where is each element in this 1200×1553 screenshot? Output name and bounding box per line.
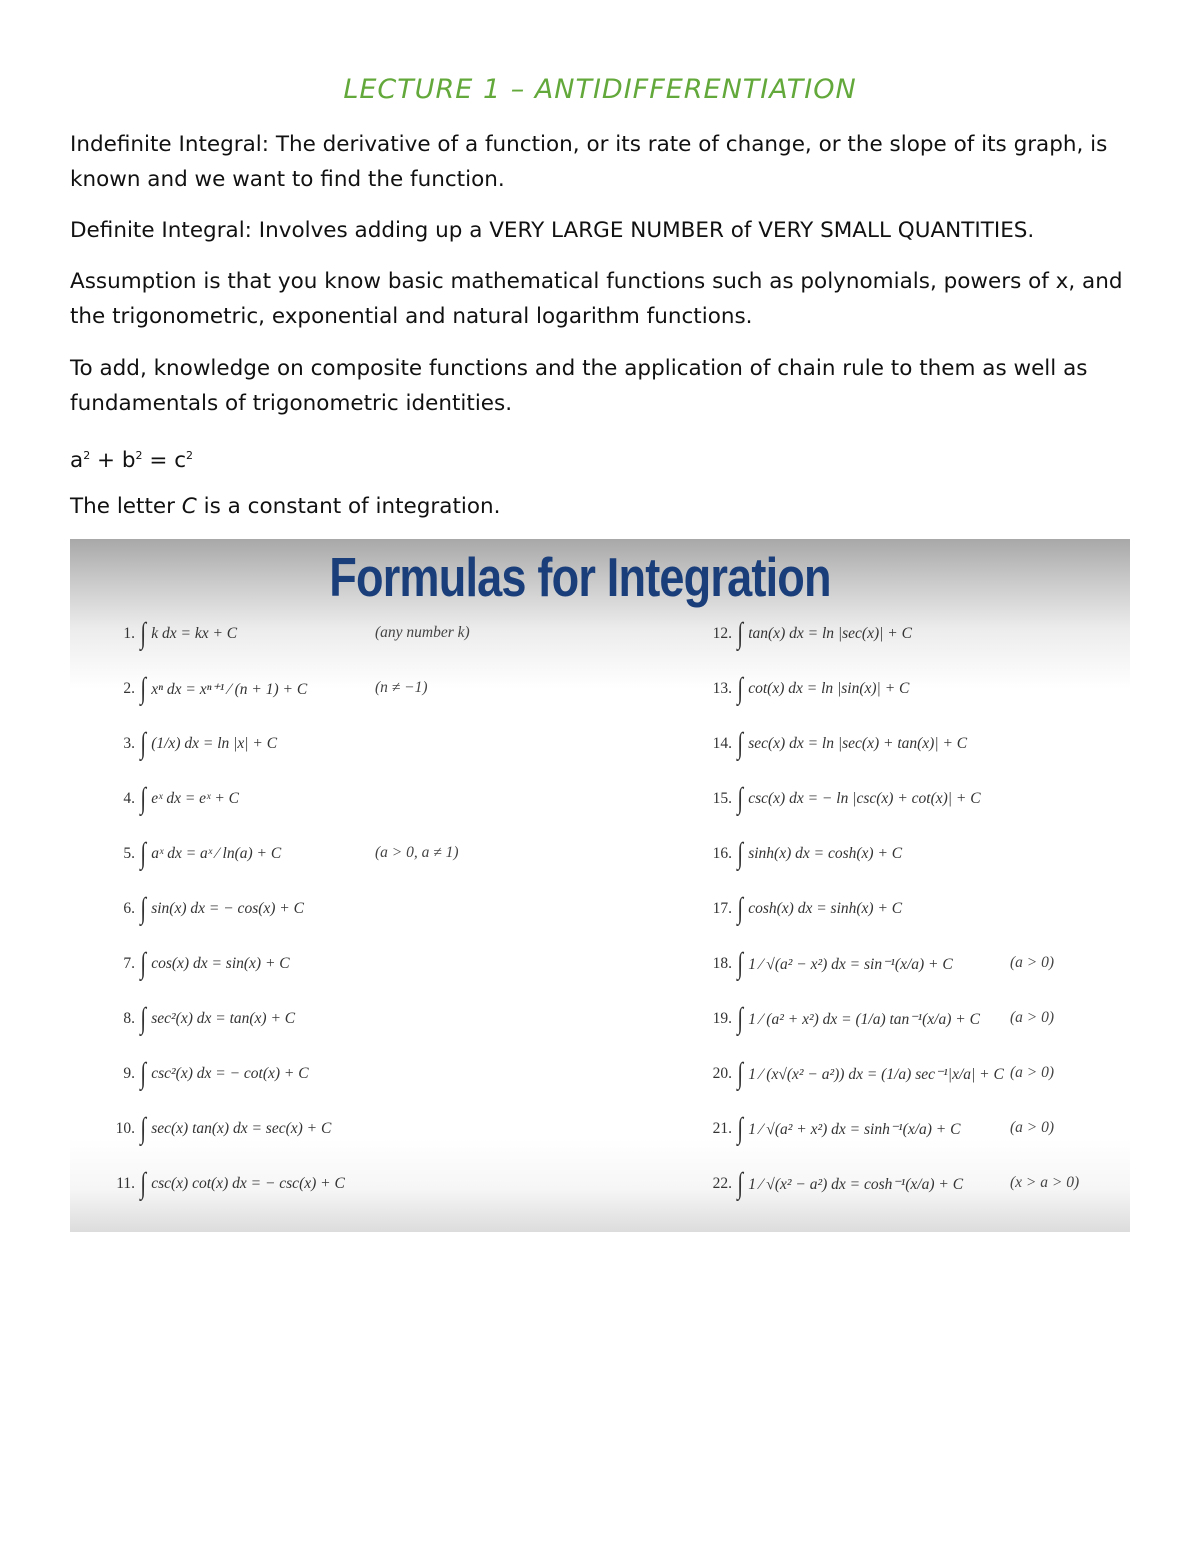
formula-row-left	[115, 944, 290, 984]
formula-expression: cosh(x) dx = sinh(x) + C	[748, 900, 903, 917]
paragraph-definite-integral: Definite Integral: Involves adding up a VERY LARGE NUMBER of VERY SMALL QUANTITIES.	[70, 218, 1035, 243]
integral-sign: ∫	[737, 782, 743, 815]
formula-expression: aˣ dx = aˣ ⁄ ln(a) + C	[151, 845, 282, 862]
formula-number: 3.	[123, 735, 135, 752]
formula-condition: (n ≠ −1)	[375, 679, 428, 696]
paragraph-constant-of-integration: The letter C is a constant of integration.	[70, 494, 501, 519]
formula-number: 12.	[712, 625, 732, 642]
integral-sign: ∫	[140, 1057, 146, 1090]
integral-sign: ∫	[140, 837, 146, 870]
integral-sign: ∫	[737, 947, 743, 980]
integral-sign: ∫	[737, 672, 743, 705]
formula-expression: csc(x) cot(x) dx = − csc(x) + C	[151, 1175, 345, 1192]
formula-row-left	[115, 779, 239, 819]
formula-row-left	[115, 669, 307, 709]
formula-row-left	[115, 724, 277, 764]
formula-number: 2.	[123, 680, 135, 697]
formulas-title: Formulas for Integration	[329, 546, 831, 608]
formula-row-right	[712, 614, 912, 654]
formula-number: 4.	[123, 790, 135, 807]
formula-expression: 1 ⁄ √(a² − x²) dx = sin⁻¹(x/a) + C	[748, 955, 953, 973]
formula-condition: (any number k)	[375, 624, 470, 641]
formula-number: 19.	[712, 1010, 732, 1027]
integral-sign: ∫	[737, 1167, 743, 1200]
formula-row-right	[712, 724, 967, 764]
formula-expression: eˣ dx = eˣ + C	[151, 790, 239, 807]
formula-expression: sin(x) dx = − cos(x) + C	[151, 900, 304, 917]
integration-formulas-image	[70, 539, 1130, 1232]
integral-sign: ∫	[737, 892, 743, 925]
integral-sign: ∫	[140, 1002, 146, 1035]
formula-number: 5.	[123, 845, 135, 862]
paragraph-composite-functions: To add, knowledge on composite functions and the application of chain rule to them as well as fundamentals of trigonometric identities.	[70, 356, 1088, 416]
integral-sign: ∫	[140, 892, 146, 925]
formula-expression: xⁿ dx = xⁿ⁺¹ ⁄ (n + 1) + C	[151, 680, 308, 698]
formula-number: 7.	[123, 955, 135, 972]
formula-row-right	[712, 669, 909, 709]
paragraph-assumption: Assumption is that you know basic mathematical functions such as polynomials, powers of x, and the trigonometric, exponential and natural logarithm functions.	[70, 269, 1123, 329]
formula-row-right	[712, 999, 980, 1039]
integral-sign: ∫	[140, 1112, 146, 1145]
integral-sign: ∫	[737, 837, 743, 870]
formula-row-left	[115, 1164, 345, 1204]
formula-expression: k dx = kx + C	[151, 625, 238, 642]
formula-condition: (a > 0)	[1010, 954, 1055, 971]
formula-row-right	[712, 834, 902, 874]
formula-expression: 1 ⁄ √(a² + x²) dx = sinh⁻¹(x/a) + C	[748, 1120, 961, 1138]
formula-row-right	[712, 779, 981, 819]
formula-row-right	[712, 1164, 963, 1204]
formula-row-right	[712, 889, 902, 929]
formula-expression: sec²(x) dx = tan(x) + C	[151, 1010, 296, 1027]
formula-expression: cot(x) dx = ln |sin(x)| + C	[748, 680, 910, 697]
formula-expression: 1 ⁄ (x√(x² − a²)) dx = (1/a) sec⁻¹|x/a| + C	[748, 1065, 1004, 1083]
formula-number: 9.	[123, 1065, 135, 1082]
formula-number: 1.	[123, 625, 135, 642]
formula-row-left	[115, 614, 237, 654]
integral-sign: ∫	[737, 727, 743, 760]
formula-expression: sinh(x) dx = cosh(x) + C	[748, 845, 903, 862]
pythagorean-equation: $a^2 + b^2 = c^2$	[70, 448, 194, 474]
formula-number: 18.	[712, 955, 732, 972]
integral-sign: ∫	[737, 617, 743, 650]
formula-row-left	[115, 889, 304, 929]
formula-condition: (a > 0)	[1010, 1119, 1055, 1136]
formula-expression: csc(x) dx = − ln |csc(x) + cot(x)| + C	[748, 790, 981, 807]
formula-expression: cos(x) dx = sin(x) + C	[151, 955, 290, 972]
formula-expression: (1/x) dx = ln |x| + C	[151, 735, 278, 752]
formula-number: 10.	[115, 1120, 135, 1137]
formula-number: 11.	[116, 1175, 135, 1192]
formula-row-right	[712, 1054, 1004, 1094]
formula-row-left	[115, 1054, 309, 1094]
integral-sign: ∫	[140, 1167, 146, 1200]
formula-row-left	[115, 999, 295, 1039]
formula-number: 16.	[712, 845, 732, 862]
formula-expression: csc²(x) dx = − cot(x) + C	[151, 1065, 309, 1082]
paragraph-indefinite-integral: Indefinite Integral: The derivative of a function, or its rate of change, or the slope of its graph, is known and we want to find the function.	[70, 132, 1108, 192]
integral-sign: ∫	[140, 617, 146, 650]
integral-sign: ∫	[737, 1112, 743, 1145]
formula-number: 21.	[712, 1120, 732, 1137]
integral-sign: ∫	[737, 1057, 743, 1090]
formula-expression: sec(x) tan(x) dx = sec(x) + C	[151, 1120, 332, 1137]
formula-number: 6.	[123, 900, 135, 917]
formula-condition: (a > 0)	[1010, 1064, 1055, 1081]
formula-row-right	[712, 944, 953, 984]
integral-sign: ∫	[737, 1002, 743, 1035]
integral-sign: ∫	[140, 947, 146, 980]
formula-expression: tan(x) dx = ln |sec(x)| + C	[748, 625, 912, 642]
formula-expression: 1 ⁄ (a² + x²) dx = (1/a) tan⁻¹(x/a) + C	[748, 1010, 980, 1028]
integral-sign: ∫	[140, 672, 146, 705]
formula-number: 15.	[712, 790, 732, 807]
formula-number: 8.	[123, 1010, 135, 1027]
formula-condition: (x > a > 0)	[1010, 1174, 1080, 1191]
formula-number: 22.	[712, 1175, 732, 1192]
integral-sign: ∫	[140, 727, 146, 760]
formula-row-right	[712, 1109, 960, 1149]
formula-row-left	[115, 1109, 331, 1149]
formula-condition: (a > 0)	[1010, 1009, 1055, 1026]
formula-number: 14.	[712, 735, 732, 752]
formula-number: 17.	[712, 900, 732, 917]
page-title: LECTURE 1 – ANTIDIFFERENTIATION	[343, 74, 857, 105]
formula-expression: 1 ⁄ √(x² − a²) dx = cosh⁻¹(x/a) + C	[748, 1175, 964, 1193]
formula-row-left	[115, 834, 281, 874]
formula-number: 20.	[712, 1065, 732, 1082]
formula-condition: (a > 0, a ≠ 1)	[375, 844, 459, 861]
formula-number: 13.	[712, 680, 732, 697]
integral-sign: ∫	[140, 782, 146, 815]
formula-expression: sec(x) dx = ln |sec(x) + tan(x)| + C	[748, 735, 968, 752]
